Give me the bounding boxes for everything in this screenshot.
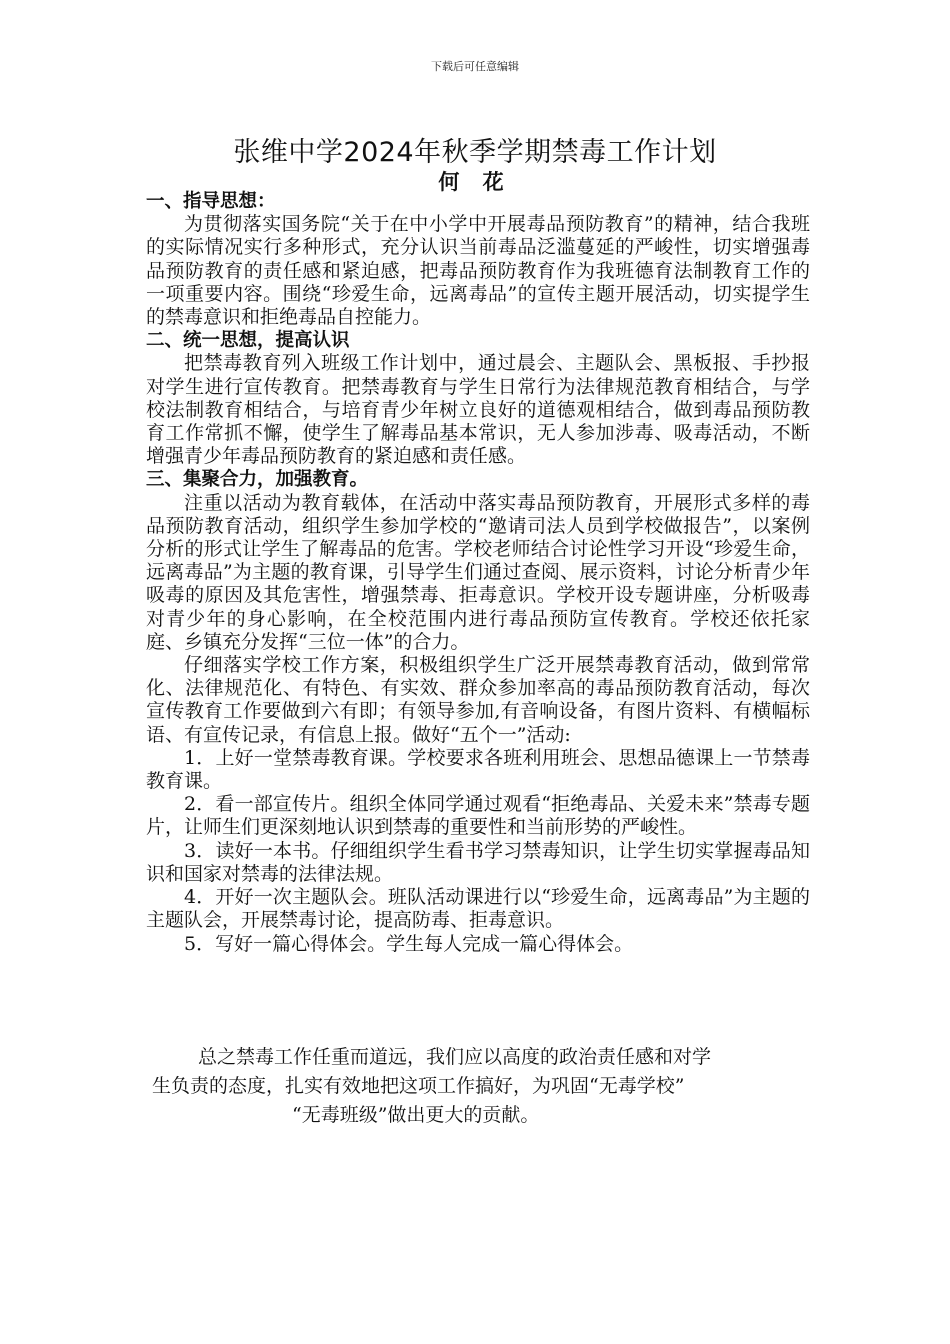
list-item: 2．看一部宣传片。组织全体同学通过观看“拒绝毒品、关爱未来”禁毒专题片，让师生们更深刻地认识到禁毒的重要性和当前形势的严峻性。 bbox=[146, 793, 810, 839]
list-item: 4．开好一次主题队会。班队活动课进行以“珍爱生命，远离毒品”为主题的主题队会，开展禁毒讨论，提高防毒、拒毒意识。 bbox=[146, 886, 810, 932]
closing-line: 总之禁毒工作任重而道远，我们应以高度的政治责任感和对学 bbox=[198, 1046, 712, 1068]
paragraph: 为贯彻落实国务院“关于在中小学中开展毒品预防教育”的精神，结合我班的实际情况实行多种形式，充分认识当前毒品泛滥蔓延的严峻性，切实增强毒品预防教育的责任感和紧迫感，把毒品预防教育作为我班德育法制教育工作的一项重要内容。围绕“珍爱生命，远离毒品”的宣传主题开展活动，切实提学生的禁毒意识和拒绝毒品自控能力。 bbox=[146, 213, 810, 329]
list-item: 5．写好一篇心得体会。学生每人完成一篇心得体会。 bbox=[184, 932, 634, 955]
closing-line: 生负责的态度，扎实有效地把这项工作搞好，为巩固“无毒学校” bbox=[152, 1075, 685, 1097]
closing-paragraph bbox=[146, 1043, 810, 1130]
author-name: 何 花 bbox=[438, 170, 512, 194]
paragraph: 仔细落实学校工作方案，积极组织学生广泛开展禁毒教育活动，做到常常化、法律规范化、有特色、有实效、群众参加率高的毒品预防教育活动，每次宣传教育工作要做到六有即；有领导参加,有音响设备，有图片资料、有横幅标语、有宣传记录，有信息上报。做好“五个一”活动: bbox=[146, 654, 810, 746]
section-heading: 一、指导思想： bbox=[146, 191, 276, 212]
paragraph: 注重以活动为教育载体，在活动中落实毒品预防教育，开展形式多样的毒品预防教育活动，组织学生参加学校的“邀请司法人员到学校做报告”，以案例分析的形式让学生了解毒品的危害。学校老师结合讨论性学习开设“珍爱生命，远离毒品”为主题的教育课，引导学生们通过查阅、展示资料，讨论分析青少年吸毒的原因及其危害性，增强禁毒、拒毒意识。学校开设专题讲座，分析吸毒对青少年的身心影响，在全校范围内进行毒品预防宣传教育。学校还依托家庭、乡镇充分发挥“三位一体”的合力。 bbox=[146, 491, 810, 653]
section-heading: 二、统一思想，提高认识 bbox=[146, 330, 350, 352]
header-note: 下载后可任意编辑 bbox=[431, 60, 519, 73]
list-item: 1．上好一堂禁毒教育课。学校要求各班利用班会、思想品德课上一节禁毒教育课。 bbox=[146, 746, 810, 793]
closing-line: “无毒班级”做出更大的贡献。 bbox=[292, 1104, 540, 1126]
list-item: 3．读好一本书。仔细组织学生看书学习禁毒知识，让学生切实掌握毒品知识和国家对禁毒的法律法规。 bbox=[146, 839, 810, 885]
paragraph: 把禁毒教育列入班级工作计划中，通过晨会、主题队会、黑板报、手抄报对学生进行宣传教育。把禁毒教育与学生日常行为法律规范教育相结合，与学校法制教育相结合，与培育青少年树立良好的道德观相结合，做到毒品预防教育工作常抓不懈，使学生了解毒品基本常识，无人参加涉毒、吸毒活动，不断增强青少年毒品预防教育的紧迫感和责任感。 bbox=[146, 352, 810, 468]
document-title: 张维中学2024年秋季学期禁毒工作计划 bbox=[233, 137, 717, 168]
section-heading: 三、集聚合力，加强教育。 bbox=[146, 469, 369, 491]
document-body bbox=[146, 190, 810, 956]
